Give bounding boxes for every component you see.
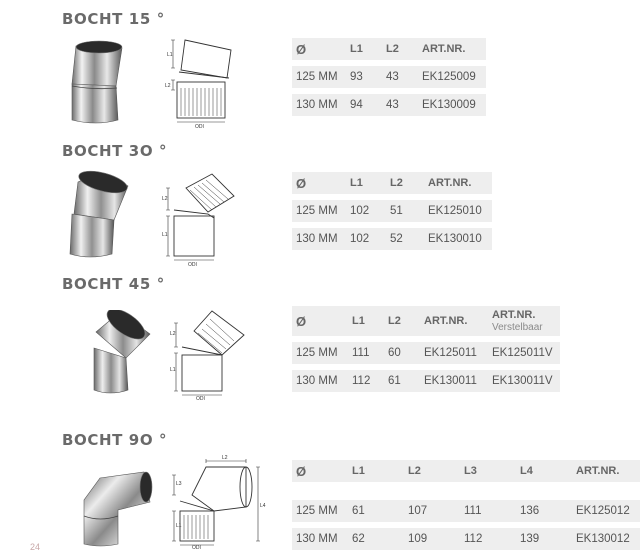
l2-header: L2 xyxy=(404,460,460,482)
bocht-30-od-label: ODI xyxy=(188,262,197,266)
art-nr-cell: EK130011 xyxy=(420,370,488,392)
bocht-45-table xyxy=(292,300,560,398)
art-nr-cell: EK125012 xyxy=(572,500,640,522)
diameter-cell: 125 MM xyxy=(292,342,348,364)
l1-header: L1 xyxy=(348,306,384,336)
art-nr-cell: EK130012 xyxy=(572,528,640,550)
table-row xyxy=(292,500,640,522)
bocht-15-l2-label: L2 xyxy=(165,83,171,89)
bocht-90-l4-label: L4 xyxy=(260,503,266,509)
page-number: 24 xyxy=(30,542,41,551)
diameter-cell: 125 MM xyxy=(292,200,346,222)
bocht-45-drawing xyxy=(170,305,250,400)
l1-cell: 102 xyxy=(346,228,386,250)
diameter-cell: 130 MM xyxy=(292,528,348,550)
bocht-45-l1-label: L1 xyxy=(170,367,176,373)
l2-cell: 52 xyxy=(386,228,424,250)
bocht-30-l2-label: L2 xyxy=(162,196,168,202)
l2-cell: 61 xyxy=(384,370,420,392)
bocht-90-l2-label: L2 xyxy=(222,455,228,461)
bocht-90-od-label: ODI xyxy=(192,545,201,549)
bocht-30-drawing xyxy=(160,170,242,266)
art-nr-cell: EK125010 xyxy=(424,200,492,222)
bocht-30-photo xyxy=(62,170,134,260)
table-spacer-row xyxy=(292,488,640,494)
l1-cell: 102 xyxy=(346,200,386,222)
bocht-45-od-label: ODI xyxy=(196,396,205,400)
table-header-row xyxy=(292,306,560,336)
l2-cell: 43 xyxy=(382,94,418,116)
section-title-bocht-90: BOCHT 9O ° xyxy=(62,431,168,449)
l1-header: L1 xyxy=(348,460,404,482)
table-row xyxy=(292,370,560,392)
table-header-row xyxy=(292,38,486,60)
table-row xyxy=(292,228,492,250)
diameter-header: Ø xyxy=(292,172,346,194)
art-nr-cell: EK125011 xyxy=(420,342,488,364)
section-title-bocht-45: BOCHT 45 ° xyxy=(62,275,165,293)
art-nr-verstelbaar-cell: EK125011V xyxy=(488,342,560,364)
bocht-90-l3-label: L3 xyxy=(176,481,182,487)
table-spacer xyxy=(292,488,640,494)
l2-cell: 107 xyxy=(404,500,460,522)
l4-cell: 136 xyxy=(516,500,572,522)
l1-cell: 94 xyxy=(346,94,382,116)
bocht-30-l1-label: L1 xyxy=(162,232,168,238)
section-title-bocht-15: BOCHT 15 ° xyxy=(62,10,165,28)
section-title-bocht-30: BOCHT 3O ° xyxy=(62,142,168,160)
table-row xyxy=(292,94,486,116)
bocht-15-photo xyxy=(66,38,128,126)
table-row xyxy=(292,200,492,222)
l1-header: L1 xyxy=(346,172,386,194)
l1-cell: 61 xyxy=(348,500,404,522)
bocht-15-table xyxy=(292,32,486,122)
l1-header: L1 xyxy=(346,38,382,60)
table-row xyxy=(292,342,560,364)
l2-cell: 51 xyxy=(386,200,424,222)
bocht-30-table xyxy=(292,166,492,256)
art-nr-header: ART.NR. xyxy=(572,460,640,482)
diameter-cell: 130 MM xyxy=(292,94,346,116)
table-header-row xyxy=(292,460,640,482)
l2-header: L2 xyxy=(382,38,418,60)
verstelbaar-sublabel: Verstelbaar xyxy=(492,322,543,333)
art-nr-cell: EK130010 xyxy=(424,228,492,250)
l4-cell: 139 xyxy=(516,528,572,550)
bocht-15-drawing xyxy=(163,32,243,128)
bocht-90-photo xyxy=(78,466,160,548)
diameter-header: Ø xyxy=(292,306,348,336)
l1-cell: 62 xyxy=(348,528,404,550)
diameter-cell: 125 MM xyxy=(292,66,346,88)
art-nr-header: ART.NR. xyxy=(424,172,492,194)
bocht-15-l1-label: L1 xyxy=(167,52,173,58)
l2-header: L2 xyxy=(386,172,424,194)
diameter-cell: 125 MM xyxy=(292,500,348,522)
l1-cell: 112 xyxy=(348,370,384,392)
art-nr-header: ART.NR. xyxy=(420,306,488,336)
l1-cell: 93 xyxy=(346,66,382,88)
bocht-90-l1-label: L1 xyxy=(176,523,182,529)
bocht-45-l2-label: L2 xyxy=(170,331,176,337)
bocht-15-od-label: ODI xyxy=(195,124,204,128)
table-header-row xyxy=(292,172,492,194)
diameter-header: Ø xyxy=(292,460,348,482)
art-nr-verstelbaar-cell: EK130011V xyxy=(488,370,560,392)
diameter-cell: 130 MM xyxy=(292,228,346,250)
table-row xyxy=(292,66,486,88)
art-nr-verstelbaar-header xyxy=(488,306,560,336)
diameter-cell: 130 MM xyxy=(292,370,348,392)
l3-cell: 111 xyxy=(460,500,516,522)
bocht-90-drawing xyxy=(170,455,270,549)
diameter-header: Ø xyxy=(292,38,346,60)
l3-header: L3 xyxy=(460,460,516,482)
l4-header: L4 xyxy=(516,460,572,482)
art-nr-cell: EK125009 xyxy=(418,66,486,88)
art-nr-header: ART.NR. xyxy=(418,38,486,60)
l2-cell: 43 xyxy=(382,66,418,88)
l2-header: L2 xyxy=(384,306,420,336)
table-row xyxy=(292,528,640,550)
art-nr-cell: EK130009 xyxy=(418,94,486,116)
l2-cell: 109 xyxy=(404,528,460,550)
l2-cell: 60 xyxy=(384,342,420,364)
l3-cell: 112 xyxy=(460,528,516,550)
art-nr-verstelbaar-label: ART.NR. xyxy=(492,309,536,321)
bocht-90-table xyxy=(292,454,640,551)
bocht-45-photo xyxy=(80,310,154,396)
l1-cell: 111 xyxy=(348,342,384,364)
